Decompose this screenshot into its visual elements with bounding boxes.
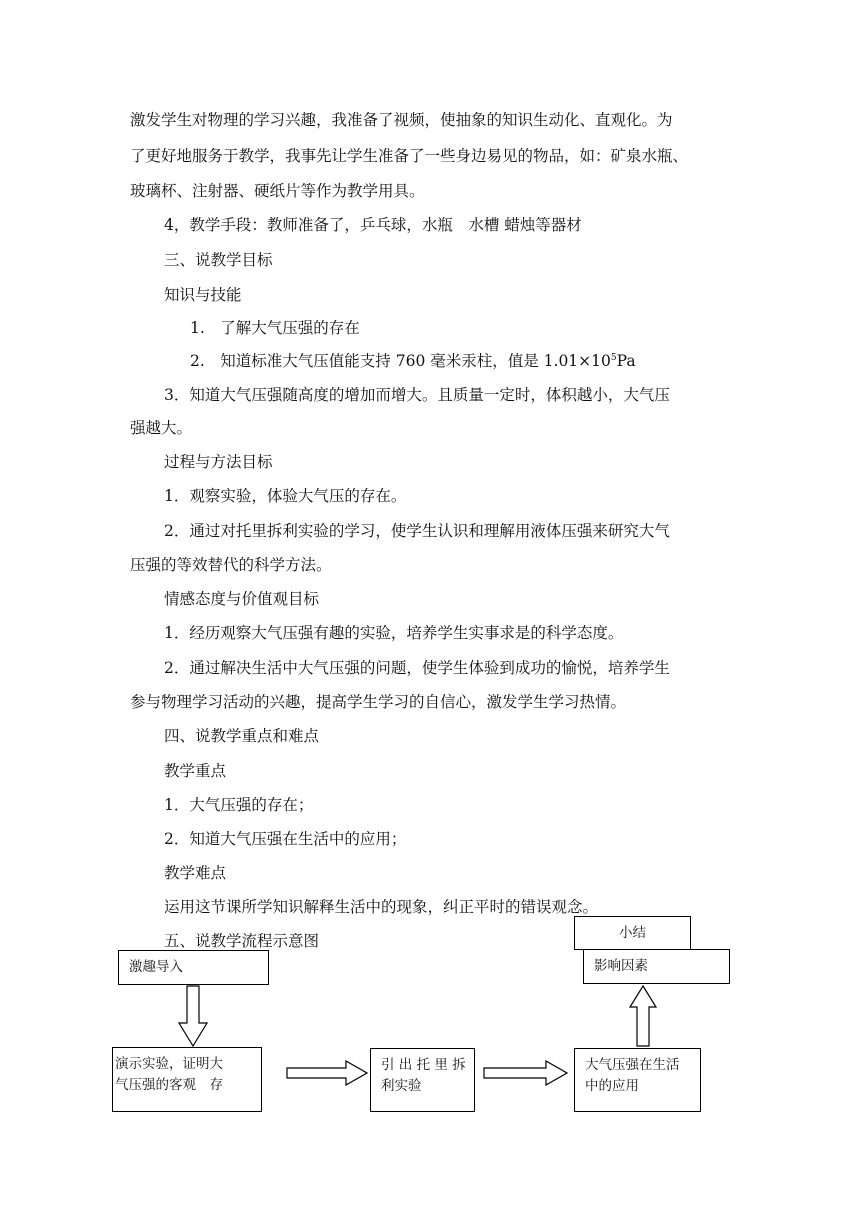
section-heading: 五、说教学流程示意图 bbox=[164, 932, 320, 950]
flow-box-intro bbox=[118, 950, 269, 985]
list-item-continued: 参与物理学习活动的兴趣，提高学生学习的自信心，激发学生学习热情。 bbox=[130, 693, 627, 711]
flow-box-factors bbox=[583, 949, 730, 984]
list-item: 2．知道大气压强在生活中的应用； bbox=[164, 830, 407, 848]
flow-box-label: 激趣导入 bbox=[129, 959, 183, 975]
flow-box-label: 中的应用 bbox=[585, 1078, 639, 1094]
paragraph-line: 激发学生对物理的学习兴趣，我准备了视频，使抽象的知识生动化、直观化。为 bbox=[130, 111, 673, 129]
flow-box-demo bbox=[112, 1047, 262, 1112]
exponent: 5 bbox=[610, 352, 617, 363]
flow-box-label: 引 出 托 里 拆 bbox=[381, 1057, 466, 1073]
section-heading: 三、说教学目标 bbox=[164, 251, 273, 269]
list-item: 2．通过对托里拆利实验的学习，使学生认识和理解用液体压强来研究大气 bbox=[164, 522, 670, 540]
arrow-right-icon bbox=[483, 1060, 568, 1086]
list-item: 1．经历观察大气压强有趣的实验，培养学生实事求是的科学态度。 bbox=[164, 624, 624, 642]
list-item: 1．观察实验，体验大气压的存在。 bbox=[164, 487, 407, 505]
section-heading: 四、说教学重点和难点 bbox=[164, 727, 320, 745]
paragraph-line: 玻璃杯、注射器、硬纸片等作为教学用具。 bbox=[130, 182, 425, 200]
flow-box-label: 利实验 bbox=[381, 1078, 422, 1094]
flow-box-label: 气压强的客观 存 bbox=[115, 1077, 223, 1093]
list-item: 2．通过解决生活中大气压强的问题，使学生体验到成功的愉悦，培养学生 bbox=[164, 659, 670, 677]
flow-box-label: 演示实验，证明大 bbox=[115, 1056, 223, 1072]
subsection-heading: 情感态度与价值观目标 bbox=[164, 590, 320, 608]
flow-box-summary bbox=[574, 916, 691, 950]
list-item-continued: 压强的等效替代的科学方法。 bbox=[130, 556, 332, 574]
flow-box-label: 大气压强在生活 bbox=[585, 1057, 680, 1073]
flow-box-application bbox=[574, 1048, 701, 1112]
arrow-down-icon bbox=[178, 985, 208, 1047]
flow-box-label: 影响因素 bbox=[594, 958, 648, 974]
subsection-heading: 知识与技能 bbox=[164, 286, 242, 304]
list-item-text: 2. 知道标准大气压值能支持 760 毫米汞柱，值是 1.01×10 bbox=[190, 352, 611, 370]
teaching-means: 4，教学手段：教师准备了，乒乓球，水瓶 水槽 蜡烛等器材 bbox=[164, 216, 582, 234]
list-item bbox=[190, 351, 636, 371]
paragraph-line: 了更好地服务于教学，我事先让学生准备了一些身边易见的物品，如：矿泉水瓶、 bbox=[130, 147, 689, 165]
list-item: 1．大气压强的存在； bbox=[164, 796, 314, 814]
paragraph-line: 运用这节课所学知识解释生活中的现象，纠正平时的错误观念。 bbox=[164, 898, 599, 916]
list-item-continued: 强越大。 bbox=[130, 419, 193, 437]
subsection-heading: 教学重点 bbox=[164, 762, 227, 780]
subsection-heading: 教学难点 bbox=[164, 864, 227, 882]
unit-text: Pa bbox=[616, 352, 636, 370]
subsection-heading: 过程与方法目标 bbox=[164, 453, 273, 471]
list-item: 3．知道大气压强随高度的增加而增大。且质量一定时，体积越小，大气压 bbox=[164, 386, 670, 404]
list-item: 1. 了解大气压强的存在 bbox=[190, 319, 360, 337]
flow-box-torricelli bbox=[370, 1048, 475, 1112]
arrow-up-icon bbox=[629, 985, 657, 1047]
flow-box-label: 小结 bbox=[619, 925, 646, 941]
arrow-right-icon bbox=[286, 1060, 368, 1086]
